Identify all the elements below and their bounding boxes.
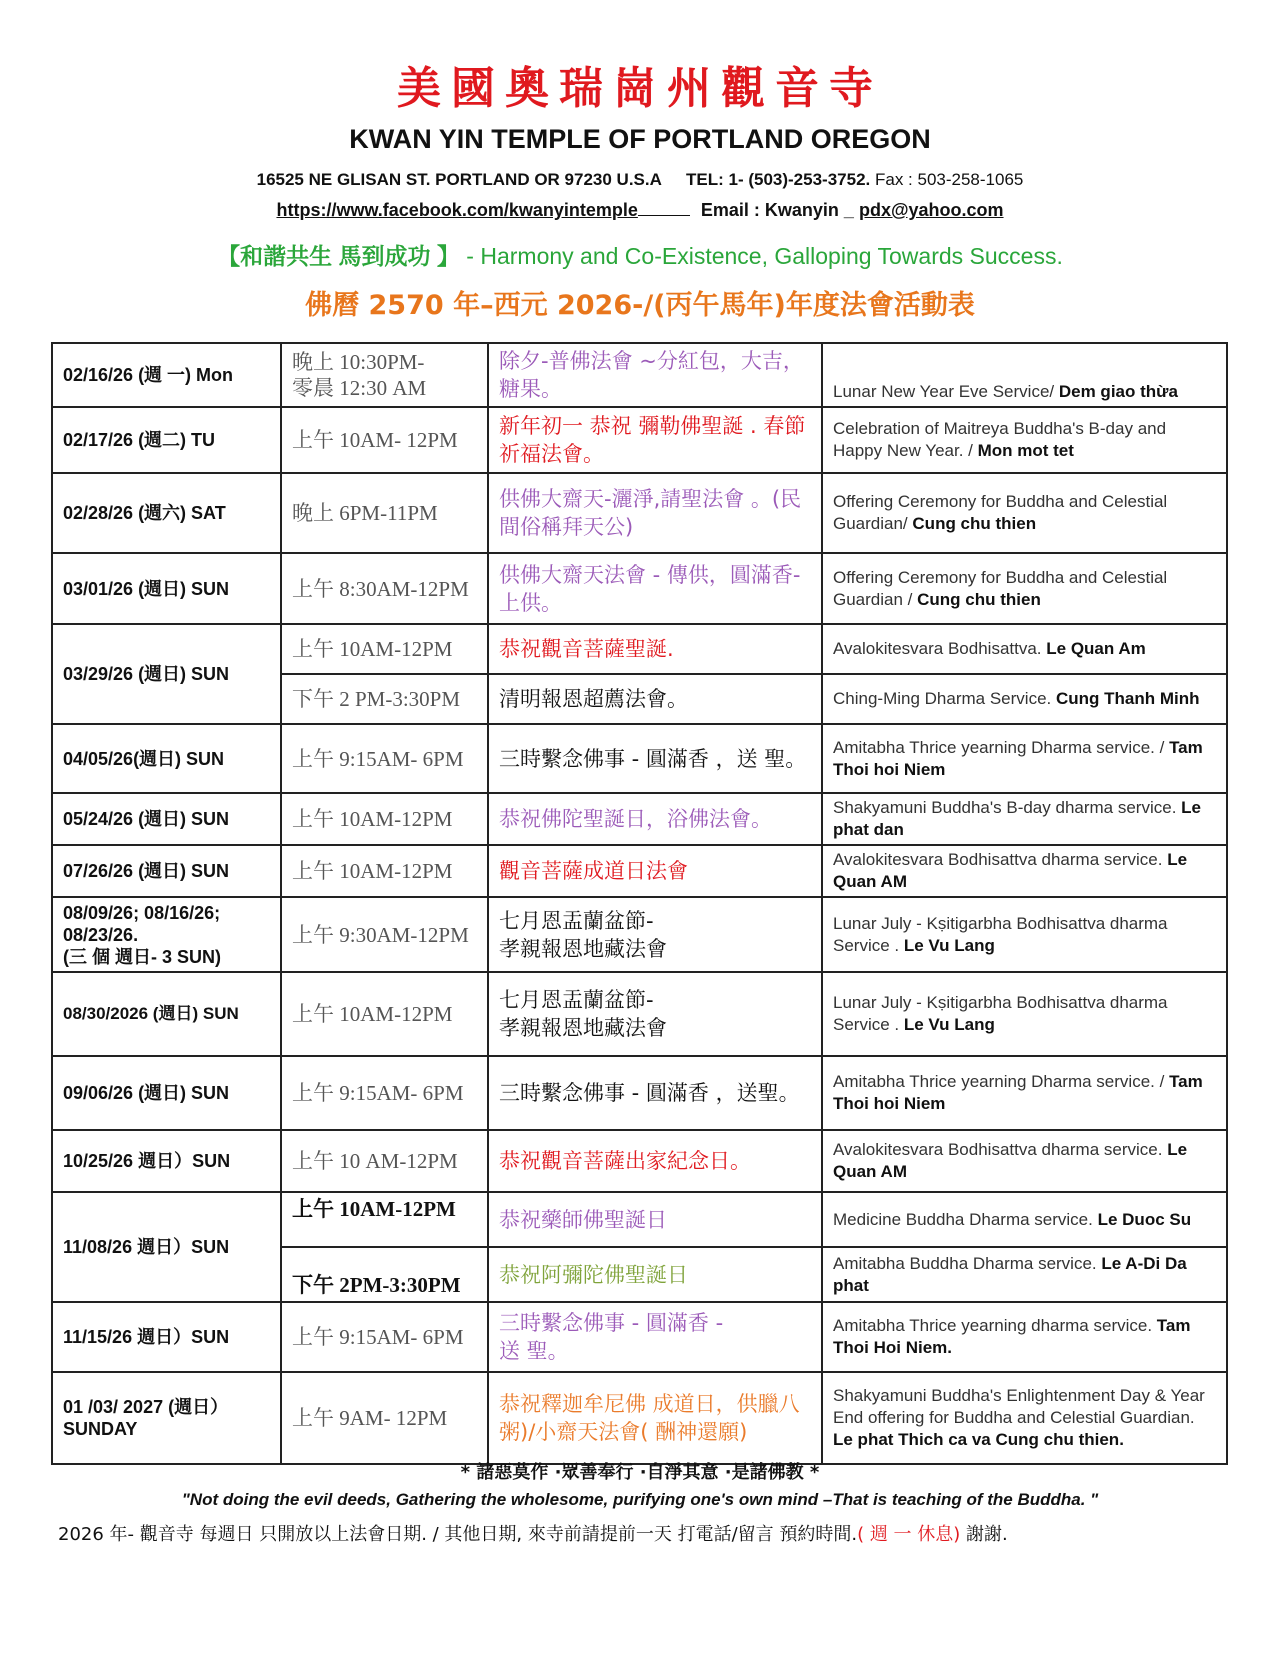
event-chinese: 觀音菩薩成道日法會: [488, 845, 822, 897]
table-row: [52, 407, 1227, 473]
event-english-text: Lunar New Year Eve Service/: [833, 382, 1055, 401]
event-chinese: 恭祝阿彌陀佛聖誕日: [488, 1247, 822, 1302]
event-time: 上午 9:15AM- 6PM: [281, 724, 488, 793]
event-time: 上午 10 AM-12PM: [281, 1130, 488, 1192]
event-chinese: 新年初一 恭祝 彌勒佛聖誕 . 春節祈福法會。: [488, 407, 822, 473]
underline-gap: [638, 201, 690, 216]
event-vietnamese: Mon mot tet: [977, 441, 1074, 460]
event-english: [822, 1302, 1227, 1372]
event-english: [822, 724, 1227, 793]
event-time: 晚上 10:30PM- 零晨 12:30 AM: [281, 343, 488, 407]
event-chinese: 供佛大齋天-灑淨,請聖法會 。(民間俗稱拜天公): [488, 473, 822, 553]
event-english: [822, 897, 1227, 972]
temple-title-chinese: 美國奧瑞崗州觀音寺: [397, 63, 883, 114]
event-date: 03/29/26 (週日) SUN: [52, 624, 281, 724]
event-english-text: Avalokitesvara Bodhisattva.: [833, 639, 1042, 658]
table-row: [52, 972, 1227, 1056]
event-vietnamese: Le phat dan: [833, 798, 1201, 839]
event-date: 07/26/26 (週日) SUN: [52, 845, 281, 897]
event-date: 08/09/26; 08/16/26; 08/23/26. (三 個 週日- 3 SUN): [52, 897, 281, 972]
event-english-text: Amitabha Thrice yearning Dharma service. /: [833, 737, 1165, 757]
event-vietnamese: Le Quan AM: [833, 850, 1188, 891]
event-time: 晚上 6PM-11PM: [281, 473, 488, 553]
notice-text: 2026 年- 觀音寺 每週日 只開放以上法會日期. / 其他日期, 來寺前請提前一天 打電話/留言 預約時間.: [58, 1524, 858, 1545]
event-date: 02/17/26 (週二) TU: [52, 407, 281, 473]
event-english: [822, 1192, 1227, 1247]
event-chinese: 清明報恩超薦法會。: [488, 674, 822, 724]
table-row: [52, 845, 1227, 897]
event-date: 03/01/26 (週日) SUN: [52, 553, 281, 624]
event-vietnamese: Le Vu Lang: [903, 1015, 995, 1034]
event-english: [822, 624, 1227, 674]
event-english-text: Ching-Ming Dharma Service.: [833, 689, 1052, 708]
event-date: 11/08/26 週日）SUN: [52, 1192, 281, 1302]
web-contact-line: [0, 200, 1280, 221]
event-english-text: Amitabha Buddha Dharma service.: [833, 1253, 1097, 1273]
schedule-table: [51, 342, 1228, 1465]
motto-english: - Harmony and Co-Existence, Galloping Towards Success.: [459, 243, 1063, 269]
table-row: [52, 1302, 1227, 1372]
event-time: 上午 9AM- 12PM: [281, 1372, 488, 1464]
event-time: 上午 9:30AM-12PM: [281, 897, 488, 972]
event-english-text: Offering Ceremony for Buddha and Celestial Guardian/: [833, 492, 1168, 533]
table-row: [52, 1056, 1227, 1130]
event-vietnamese: Le Vu Lang: [903, 935, 995, 955]
event-english-text: Avalokitesvara Bodhisattva dharma service.: [833, 850, 1163, 869]
event-vietnamese: Tam Thoi Hoi Niem.: [833, 1316, 1191, 1357]
phone: TEL: 1- (503)-253-3752.: [686, 170, 871, 189]
event-time: 下午 2PM-3:30PM: [281, 1247, 488, 1302]
closed-monday-note: ( 週 一 休息): [857, 1524, 961, 1545]
event-english-text: Lunar July - Kṣitigarbha Bodhisattva dharma Service .: [833, 993, 1168, 1034]
buddhist-verse-chinese: * 諸惡莫作 ·眾善奉行 ·自淨其意 ·是諸佛教 *: [460, 1462, 820, 1483]
event-vietnamese: Dem giao thừa: [1058, 382, 1178, 401]
phone-fax: [686, 170, 1023, 189]
table-row: [52, 624, 1227, 674]
event-english: [822, 1247, 1227, 1302]
event-vietnamese: Tam Thoi hoi Niem: [833, 1072, 1203, 1113]
email-label: Email : Kwanyin _: [700, 200, 854, 220]
event-date: 10/25/26 週日）SUN: [52, 1130, 281, 1192]
event-chinese: 七月恩盂蘭盆節- 孝親報恩地藏法會: [488, 972, 822, 1056]
event-date: 01 /03/ 2027 (週日） SUNDAY: [52, 1372, 281, 1464]
event-chinese: 除夕-普佛法會 ~分紅包，大吉， 糖果。: [488, 343, 822, 407]
event-time: 下午 2 PM-3:30PM: [281, 674, 488, 724]
table-row: [52, 553, 1227, 624]
event-time: 上午 10AM-12PM: [281, 793, 488, 845]
event-chinese: 三時繫念佛事 - 圓滿香 - 送 聖。: [488, 1302, 822, 1372]
event-vietnamese: Cung Thanh Minh: [1055, 689, 1200, 708]
event-chinese: 七月恩盂蘭盆節- 孝親報恩地藏法會: [488, 897, 822, 972]
event-english: [822, 553, 1227, 624]
event-time: 上午 10AM-12PM: [281, 1192, 488, 1247]
event-chinese: 三時繫念佛事 - 圓滿香 ，送 聖。: [488, 724, 822, 793]
table-row: [52, 1192, 1227, 1247]
event-english-text: Lunar July - Kṣitigarbha Bodhisattva dharma Service .: [833, 913, 1168, 955]
event-english-text: Celebration of Maitreya Buddha's B-day and Happy New Year. /: [833, 419, 1167, 460]
buddhist-verse-english: "Not doing the evil deeds, Gathering the wholesome, purifying one's own mind –That is teaching of the Buddha. ": [181, 1490, 1099, 1509]
table-row: [52, 343, 1227, 407]
event-english-text: Avalokitesvara Bodhisattva dharma service.: [833, 1140, 1163, 1159]
event-english-text: Shakyamuni Buddha's B-day dharma service.: [833, 798, 1177, 817]
event-english: [822, 972, 1227, 1056]
event-time: 上午 10AM- 12PM: [281, 407, 488, 473]
event-time: 上午 9:15AM- 6PM: [281, 1302, 488, 1372]
event-vietnamese: Le Quan Am: [1046, 639, 1146, 658]
event-chinese: 三時繫念佛事 - 圓滿香 ，送聖。: [488, 1056, 822, 1130]
event-time: 上午 10AM-12PM: [281, 624, 488, 674]
table-row: [52, 724, 1227, 793]
table-row: [52, 793, 1227, 845]
motto: [0, 238, 1280, 271]
email-domain: pdx@yahoo.com: [858, 200, 1004, 220]
event-date: 09/06/26 (週日) SUN: [52, 1056, 281, 1130]
event-english: [822, 1056, 1227, 1130]
event-english: [822, 674, 1227, 724]
address-line: [0, 170, 1280, 190]
event-date: 05/24/26 (週日) SUN: [52, 793, 281, 845]
event-time: 上午 10AM-12PM: [281, 845, 488, 897]
fax: Fax : 503-258-1065: [874, 170, 1024, 189]
event-english: [822, 1130, 1227, 1192]
table-row: [52, 1372, 1227, 1464]
event-vietnamese: Le phat Thich ca va Cung chu thien.: [833, 1430, 1124, 1449]
event-date: 04/05/26(週日) SUN: [52, 724, 281, 793]
event-english-text: Amitabha Thrice yearning dharma service.: [833, 1316, 1153, 1335]
event-date: 02/28/26 (週六) SAT: [52, 473, 281, 553]
event-vietnamese: Le Duoc Su: [1097, 1209, 1192, 1229]
event-chinese: 恭祝觀音菩薩聖誕.: [488, 624, 822, 674]
event-vietnamese: Cung chu thien: [912, 514, 1037, 533]
event-chinese: 恭祝觀音菩薩出家紀念日。: [488, 1130, 822, 1192]
email[interactable]: [701, 200, 1004, 220]
event-vietnamese: Le Quan AM: [833, 1140, 1188, 1181]
event-english-text: Offering Ceremony for Buddha and Celestial Guardian /: [833, 567, 1168, 609]
event-vietnamese: Tam Thoi hoi Niem: [833, 737, 1203, 779]
event-english: [822, 473, 1227, 553]
event-english-text: Amitabha Thrice yearning Dharma service. /: [833, 1072, 1165, 1091]
event-date: 08/30/2026 (週日) SUN: [52, 972, 281, 1056]
event-vietnamese: Le A-Di Da phat: [833, 1253, 1187, 1295]
event-english: [822, 793, 1227, 845]
event-english: [822, 845, 1227, 897]
event-chinese: 供佛大齋天法會 - 傳供，圓滿香- 上供。: [488, 553, 822, 624]
table-row: [52, 1130, 1227, 1192]
event-vietnamese: Cung chu thien: [917, 589, 1041, 609]
event-english-text: Medicine Buddha Dharma service.: [833, 1209, 1093, 1229]
event-chinese: 恭祝佛陀聖誕日，浴佛法會。: [488, 793, 822, 845]
event-english: [822, 1372, 1227, 1464]
event-english: [822, 407, 1227, 473]
event-time: 上午 9:15AM- 6PM: [281, 1056, 488, 1130]
address: 16525 NE GLISAN ST. PORTLAND OR 97230 U.S.A: [256, 170, 662, 189]
motto-chinese: 【和諧共生 馬到成功 】: [217, 243, 460, 269]
event-date: 11/15/26 週日）SUN: [52, 1302, 281, 1372]
table-row: [52, 897, 1227, 972]
event-time: 上午 8:30AM-12PM: [281, 553, 488, 624]
notice-thanks: 謝謝.: [960, 1524, 1008, 1545]
event-chinese: 恭祝釋迦牟尼佛 成道日，供臘八粥)/小齋天法會( 酬神還願): [488, 1372, 822, 1464]
event-english: [822, 343, 1227, 407]
year-title: 佛曆 2570 年–西元 2026-/(丙午馬年)年度法會活動表: [305, 290, 975, 321]
facebook-link[interactable]: https://www.facebook.com/kwanyintemple: [276, 200, 638, 220]
event-english-text: Shakyamuni Buddha's Enlightenment Day & Year End offering for Buddha and Celestial Guardian.: [833, 1386, 1205, 1427]
opening-notice: [58, 1520, 1008, 1546]
event-date: 02/16/26 (週 一) Mon: [52, 343, 281, 407]
event-time: 上午 10AM-12PM: [281, 972, 488, 1056]
temple-title-english: KWAN YIN TEMPLE OF PORTLAND OREGON: [349, 124, 931, 154]
event-chinese: 恭祝藥師佛聖誕日: [488, 1192, 822, 1247]
table-row: [52, 473, 1227, 553]
